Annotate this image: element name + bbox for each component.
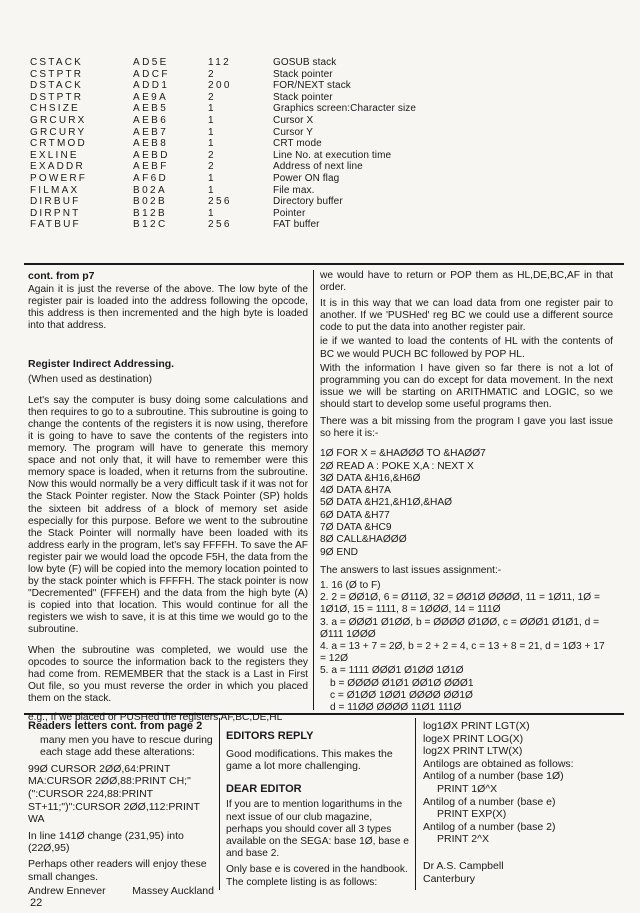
variable-name: CSTACK	[30, 57, 84, 68]
variable-size: 1	[208, 138, 216, 150]
variable-row	[30, 103, 450, 115]
variable-name: CHSIZE	[30, 103, 80, 115]
variable-size: 256	[208, 219, 232, 231]
basic-program-listing	[320, 448, 613, 559]
variable-row	[30, 115, 450, 127]
log-line: log2X PRINT LTW(X)	[423, 745, 523, 758]
log-line: logeX PRINT LOG(X)	[423, 732, 524, 745]
page-number: 22	[30, 897, 43, 909]
answer-line: 4. a = 13 + 7 = 2Ø, b = 2 + 2 = 4, c = 13 + 8 = 21, d = 1Ø3 + 17 = 12Ø	[320, 641, 605, 665]
code-line: 5Ø DATA &H21,&H1Ø,&HAØ	[320, 497, 453, 509]
variable-name: GRCURX	[30, 114, 87, 126]
variable-description: FAT buffer	[273, 219, 320, 231]
log-line: Antilog of a number (base 1Ø)	[423, 770, 564, 783]
top-divider	[24, 263, 624, 265]
variable-address: AEB8	[133, 138, 169, 150]
column-divider	[313, 270, 314, 710]
variable-description: Directory buffer	[273, 196, 343, 208]
variable-description: Graphics screen:Character size	[273, 103, 417, 115]
log-listing	[423, 720, 623, 885]
variable-name: DIRPNT	[30, 207, 81, 219]
article-paragraph: e.g., If we placed or PUSHed the registers AF,BC,DE,HL	[28, 712, 283, 723]
variable-address: B02A	[133, 184, 168, 196]
variable-name: GRCURY	[30, 126, 87, 138]
answer-line: c = Ø1ØØ 1ØØ1 ØØØØ ØØ1Ø	[330, 689, 473, 701]
bottom-col-divider-1	[219, 718, 220, 890]
variable-description: Stack pointer	[273, 68, 333, 80]
variable-size: 1	[208, 207, 216, 219]
variable-name: EXADDR	[30, 161, 85, 173]
article-paragraph: Again it is just the reverse of the above. The low byte of the register pair is loaded into the address following the opcode, this address is then incremented and the high byte is loaded into that address.	[28, 284, 308, 332]
log-line: PRINT EXP(X)	[437, 808, 507, 821]
variable-row	[30, 208, 450, 220]
variable-name: DSTACK	[30, 80, 84, 92]
code-line: 6Ø DATA &H77	[320, 509, 390, 521]
answer-line: 3. a = ØØØ1 Ø1ØØ, b = ØØØØ Ø1ØØ, c = ØØØ1 Ø1Ø1, d = Ø111 1ØØØ	[320, 616, 600, 640]
answer-line: 1. 16 (Ø to F)	[320, 579, 381, 591]
variable-row	[30, 92, 450, 104]
letter-author-location: Canterbury	[423, 872, 475, 885]
variable-address: AF6D	[133, 172, 169, 184]
variable-description: Cursor Y	[273, 126, 314, 138]
author-name: Andrew Ennever	[28, 885, 106, 898]
readers-paragraph: In line 141Ø change (231,95) into (22Ø,95)	[28, 829, 184, 855]
readers-paragraph: Perhaps other readers will enjoy these small changes.	[28, 857, 207, 883]
answer-line: 5. a = 1111 ØØØ1 Ø1ØØ 1Ø1Ø	[320, 665, 464, 677]
article-paragraph: (When used as destination)	[28, 373, 153, 385]
variable-description: Address of next line	[273, 161, 363, 173]
variable-name: FATBUF	[30, 219, 81, 231]
variable-size: 256	[208, 196, 232, 208]
variable-address: AEB7	[133, 126, 169, 138]
variable-description: Line No. at execution time	[273, 149, 392, 161]
variable-address: AE9A	[133, 91, 169, 103]
article-paragraph: When the subroutine was completed, we would use the opcodes to source the information back to the registers they had come from. REMEMBER that the stack is a Last in First Out file, so you must reverse the order in which you placed them on the stack.	[28, 644, 308, 704]
variable-row	[30, 57, 450, 69]
variable-name: POWERF	[30, 172, 88, 184]
variable-size: 2	[208, 91, 216, 103]
variable-size: 2	[208, 68, 216, 80]
variable-address: B02B	[133, 196, 168, 208]
variable-address: AEB5	[133, 103, 169, 115]
editors-heading: EDITORS REPLY	[226, 730, 314, 742]
variable-name: EXLINE	[30, 149, 79, 161]
author-location: Massey Auckland	[132, 885, 214, 898]
code-line: 3Ø DATA &H16,&H6Ø	[320, 472, 421, 484]
answer-line: b = ØØØØ Ø1Ø1 ØØ1Ø ØØØ1	[330, 677, 474, 689]
variable-description: Power ON flag	[273, 172, 340, 184]
variable-row	[30, 127, 450, 139]
code-line: 4Ø DATA &H7A	[320, 485, 391, 497]
variable-description: Cursor X	[273, 114, 314, 126]
variable-row	[30, 173, 450, 185]
readers-code: 99Ø CURSOR 2ØØ,64:PRINT MA:CURSOR 2ØØ,88:PRINT CH;" (":CURSOR 224,88:PRINT ST+11;")":CURSOR 2ØØ,112:PRINT WA	[28, 762, 200, 826]
editors-reply	[226, 730, 410, 892]
dear-editor-heading: DEAR EDITOR	[226, 782, 302, 795]
answer-line: d = 11ØØ ØØØØ 11Ø1 111Ø	[330, 702, 462, 714]
variable-address: AEBF	[133, 161, 169, 173]
variable-row	[30, 185, 450, 197]
variable-size: 112	[208, 57, 232, 68]
variable-address: AEBD	[133, 149, 170, 161]
article-paragraph: With the information I have given so far there is not a lot of programming you can do except for data movement. In the next issue we will be starting on ARITHMATIC and LOGIC, so we should start to develop some useful programs then.	[320, 362, 613, 410]
code-line: 7Ø DATA &HC9	[320, 522, 392, 533]
variable-size: 1	[208, 126, 216, 138]
readers-paragraph: many men you have to rescue during each stage add these alterations:	[40, 733, 213, 759]
bottom-col-divider-2	[415, 718, 416, 890]
editors-paragraph: Good modifications. This makes the game a lot more challenging.	[226, 747, 393, 773]
log-line: Antilog of a number (base e)	[423, 795, 556, 808]
variable-address: AEB6	[133, 114, 169, 126]
variable-description: FOR/NEXT stack	[273, 80, 351, 92]
variable-description: CRT mode	[273, 138, 322, 150]
variable-description: GOSUB stack	[273, 57, 337, 68]
variable-description: File max.	[273, 184, 315, 196]
letter-paragraph: If you are to mention logarithums in the next issue of our club magazine, perhaps you should cover all 3 types available on the SEGA: base 1Ø, base e and base 2.	[226, 799, 409, 860]
article-paragraph: There was a bit missing from the program I gave you last issue so here it is:-	[320, 416, 613, 440]
variable-description: Stack pointer	[273, 91, 333, 103]
variable-row	[30, 219, 450, 231]
variable-name: DSTPTR	[30, 91, 84, 103]
variable-size: 1	[208, 184, 216, 196]
readers-heading: Readers letters cont. from page 2	[28, 720, 203, 732]
article-right-column	[320, 270, 613, 714]
variable-description: Pointer	[273, 207, 306, 219]
letter-paragraph: Only base e is covered in the handbook. The complete listing is as follows:	[226, 864, 408, 888]
variable-name: CSTPTR	[30, 68, 84, 80]
log-line: Antilog of a number (base 2)	[423, 820, 556, 833]
variable-size: 1	[208, 103, 216, 115]
cont-heading: cont. from p7	[28, 270, 95, 282]
code-line: 8Ø CALL&HAØØØ	[320, 534, 407, 546]
variable-row	[30, 138, 450, 150]
variable-size: 1	[208, 114, 216, 126]
system-variables-table	[30, 57, 450, 231]
log-line: log1ØX PRINT LGT(X)	[423, 720, 530, 732]
variable-name: FILMAX	[30, 184, 80, 196]
variable-address: B12C	[133, 219, 168, 231]
variable-size: 2	[208, 149, 216, 161]
variable-address: ADD1	[133, 80, 170, 92]
code-line: 2Ø READ A : POKE X,A : NEXT X	[320, 460, 474, 472]
variable-size: 1	[208, 172, 216, 184]
answer-line: 2. 2 = ØØ1Ø, 6 = Ø11Ø, 32 = ØØ1Ø ØØØØ, 11 = 1Ø11, 1Ø = 1Ø1Ø, 15 = 1111, 8 = 1ØØØ, 14 = 111Ø	[320, 592, 601, 616]
variable-row	[30, 69, 450, 81]
variable-row	[30, 150, 450, 162]
answers-list	[320, 580, 613, 714]
article-paragraph: Let's say the computer is busy doing some calculations and then requires to go to a subroutine. This subroutine is going to change the contents of the registers it is now using, therefore it is going to have to save the contents of the registers into memory. The program will have to generate this memory space and not only that, it will have to remember were this memory space is loaded, when it returns from the subroutine. Now this would normally be a very difficult task if it was not for the Stack Pointer register. Now the Stack Pointer (SP) holds the sixteen bit address of a block of memory set aside especially for this purpose. Before we went to the subroutine the Stack Pointer will normally have been loaded with its address early in the program, let's say FFFFH. To save the AF register pair we would load the opcode F5H, the data from the low byte (F) will be copied into the memory location pointed to by the stack pointer which is FFFFH. The stack pointer is now "Decremented" (FFFEH) and the data from the high byte (A) is copied into that location. This would continue for all the registers we wish to save, it is at this time we would go to the subroutine.	[28, 394, 308, 636]
log-line: PRINT 1Ø^X	[437, 782, 498, 795]
readers-letters	[28, 720, 214, 898]
article-paragraph: we would have to return or POP them as HL,DE,BC,AF in that order.	[320, 270, 613, 294]
variable-name: DIRBUF	[30, 196, 81, 208]
variable-address: AD5E	[133, 57, 169, 68]
article-paragraph: The answers to last issues assignment:-	[320, 564, 502, 576]
code-line: 1Ø FOR X = &HAØØØ TO &HAØØ7	[320, 448, 486, 460]
variable-size: 2	[208, 161, 216, 173]
log-line: PRINT 2^X	[437, 833, 489, 846]
variable-address: B12B	[133, 207, 168, 219]
letter-author-name: Dr A.S. Campbell	[423, 859, 504, 872]
code-line: 9Ø END	[320, 546, 358, 558]
section-heading: Register Indirect Addressing.	[28, 358, 175, 371]
variable-row	[30, 161, 450, 173]
log-line: Antilogs are obtained as follows:	[423, 757, 574, 770]
log-lines	[423, 720, 623, 846]
article-paragraph: ie if we wanted to load the contents of HL with the contents of BC we would PUCH BC followed by POP HL.	[320, 336, 613, 360]
variable-row	[30, 196, 450, 208]
variable-address: ADCF	[133, 68, 170, 80]
variable-name: CRTMOD	[30, 138, 87, 150]
variable-row	[30, 80, 450, 92]
article-paragraph: It is in this way that we can load data from one register pair to another. If we 'PUSHed' reg BC we could use a different source code to put the data into another register pair.	[320, 298, 613, 334]
article-left-column	[28, 270, 308, 729]
variable-size: 200	[208, 80, 232, 92]
